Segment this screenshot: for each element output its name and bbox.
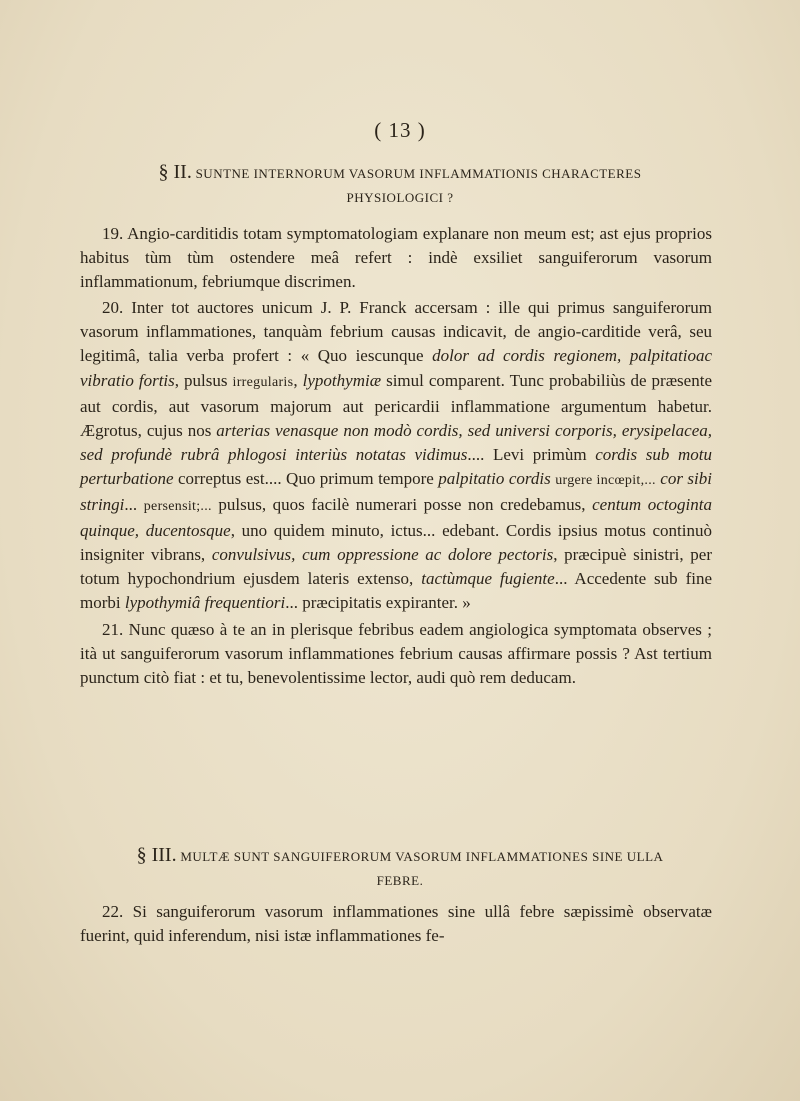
text-run: , præcipuè sinistri, per totum hypochondrium ejusdem lateris extenso, <box>80 545 712 589</box>
section-title: SUNTNE INTERNORUM VASORUM INFLAMMATIONIS CHARACTERES <box>195 166 642 181</box>
page-number: ( 13 ) <box>374 118 426 142</box>
section-title-continued: PHYSIOLOGICI ? <box>346 190 454 205</box>
italic-run: dolor ad cordis regionem, palpitatioac vibratio fortis <box>80 346 712 390</box>
text-block-2 <box>80 900 712 948</box>
text-run: , <box>293 370 303 390</box>
section-symbol: § II. <box>158 161 192 183</box>
text-run: pulsus, quos facilè numerari posse non credebamus, <box>211 495 593 515</box>
text-run: 20. Inter tot auctores unicum J. P. Franck accersam : ille qui primus sanguiferorum vasorum inflammationes, tanquàm febrium causas indicavit, de angio-carditide verâ, seu legitimâ, talia verba profert : « Quo iescunque <box>80 298 712 366</box>
text-run: .... Levi primùm <box>467 444 596 464</box>
section-heading-2 <box>80 160 720 210</box>
text-run: ... præcipitatis expiranter. » <box>285 593 471 613</box>
italic-run: cor sibi stringi <box>80 468 712 515</box>
text-run: ... <box>124 495 144 515</box>
italic-run: cordis sub motu perturbatione <box>80 444 712 488</box>
text-run: , pulsus <box>174 370 233 390</box>
paragraph-21: 21. Nunc quæso à te an in plerisque febribus eadem angiologica symptomata observes ; ità ut sanguiferorum vasorum inflammationes febrium causas affirmare possis ? Ast tertium punctum citò fiat : et tu, benevolentissime lector, audi quò rem deducam. <box>80 619 712 687</box>
section-heading-line1 <box>80 160 720 186</box>
paragraph-19: 19. Angio-carditidis totam symptomatologiam explanare non meum est; ast ejus proprios habitus tùm tùm ostendere meâ refert : indè exsiliet sanguiferorum vasorum inflammationum, febriumque discrimen. <box>80 224 712 292</box>
italic-run: convulsivus, cum oppressione ac dolore pectoris <box>211 545 554 565</box>
text-block-1 <box>80 222 712 690</box>
text-run: correptus est.... Quo primum tempore <box>173 468 439 488</box>
small-run: persensit;... <box>143 499 212 515</box>
text-run: , uno quidem minuto, ictus... edebant. Cordis ipsius motus continuò insigniter vibrans, <box>80 521 713 565</box>
section-heading-line1 <box>80 843 720 869</box>
text-run: ... Accedente sub fine morbi <box>80 569 712 613</box>
section-title: MULTÆ SUNT SANGUIFERORUM VASORUM INFLAMMATIONES SINE ULLA <box>180 849 664 864</box>
section-title-continued: FEBRE. <box>376 873 424 888</box>
small-run: urgere incœpit,... <box>555 472 656 488</box>
section-symbol: § III. <box>136 844 177 866</box>
italic-run: lypothymiæ <box>302 370 382 390</box>
italic-run: arterias venasque non modò cordis, sed universi corporis, erysipelacea, sed profundè rubrâ phlogosi interiùs notatas vidimus <box>80 420 712 464</box>
small-run: irregularis <box>232 374 294 390</box>
italic-run: centum octoginta quinque, ducentosque <box>80 495 712 541</box>
italic-run: tactùmque fugiente <box>421 569 555 589</box>
text-run: simul comparent. Tunc probabiliùs de præsente aut cordis, aut vasorum majorum aut pericardii inflammatione argumentum habetur. Ægrotus, cujus nos <box>80 370 712 440</box>
section-heading-3 <box>80 843 720 893</box>
italic-run: palpitatio cordis <box>438 468 551 488</box>
paragraph-20 <box>80 296 712 615</box>
paragraph-22: 22. Si sanguiferorum vasorum inflammationes sine ullâ febre sæpissimè observatæ fuerint, quid inferendum, nisi istæ inflammationes fe- <box>80 902 712 946</box>
italic-run: lypothymiâ frequentiori <box>124 593 286 613</box>
